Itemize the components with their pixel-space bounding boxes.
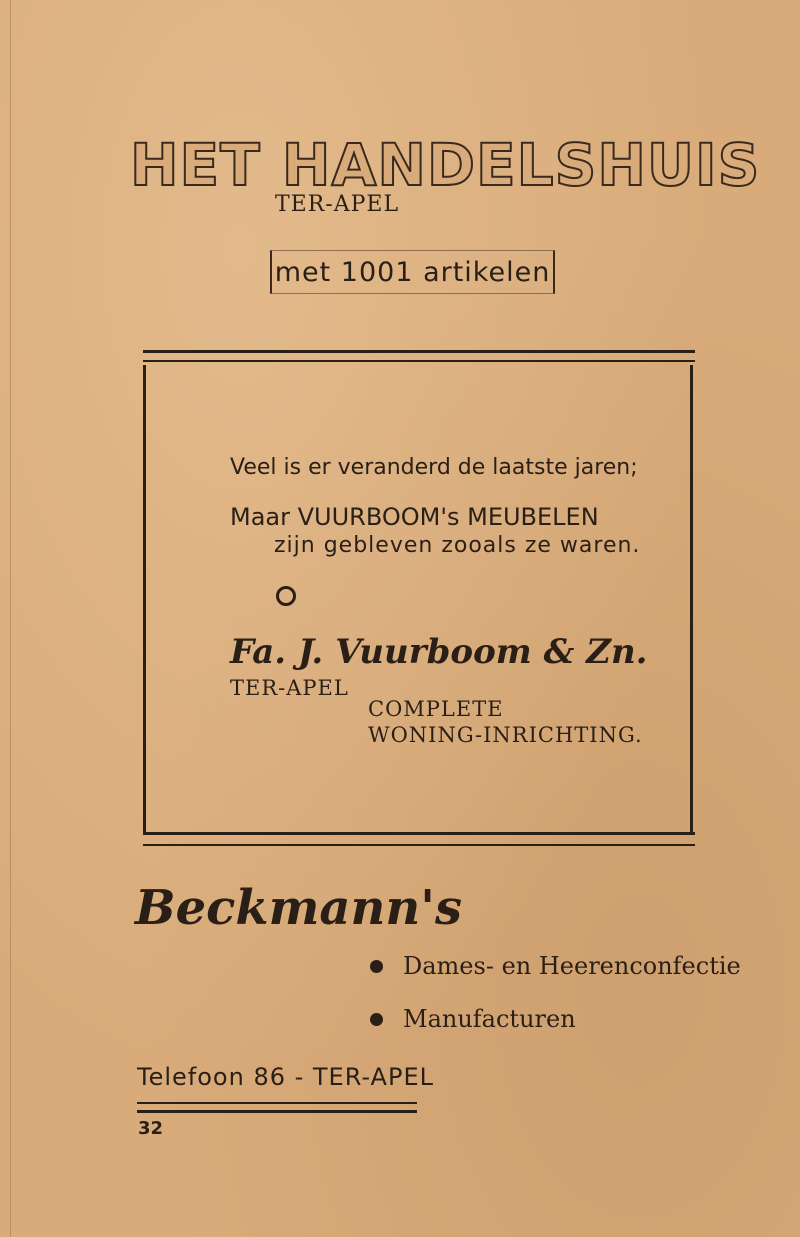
ad-bottom-rule-2 — [143, 844, 695, 846]
ad-top-rule-1 — [143, 350, 695, 353]
ad-line-3: zijn gebleven zooals ze waren. — [274, 533, 641, 558]
page-edge-line — [10, 0, 11, 1237]
beckmann-item-label: Manufacturen — [403, 1005, 576, 1033]
ad-bottom-rule-1 — [143, 832, 695, 835]
circle-ornament-icon — [276, 586, 296, 606]
ad-firm-name: Fa. J. Vuurboom & Zn. — [230, 632, 648, 672]
beckmann-item — [370, 1005, 576, 1033]
ad-box — [143, 365, 693, 832]
ad-service-line-2: WONING-INRICHTING. — [368, 723, 643, 747]
ad-top-rule-2 — [143, 360, 695, 362]
ad-city: TER-APEL — [230, 676, 349, 700]
bullet-icon — [370, 1013, 383, 1026]
ad-service-line-1: COMPLETE — [368, 697, 504, 721]
bullet-icon — [370, 960, 383, 973]
phone-underline-2 — [137, 1110, 417, 1113]
beckmann-item — [370, 952, 741, 980]
brand-city: TER-APEL — [275, 192, 400, 217]
tagline-box — [270, 250, 555, 294]
brand-title: HET HANDELSHUIS — [130, 131, 761, 199]
page-number: 32 — [138, 1118, 164, 1139]
beckmann-phone: Telefoon 86 - TER-APEL — [137, 1063, 434, 1091]
beckmann-item-label: Dames- en Heerenconfectie — [403, 952, 741, 980]
tagline-text: met 1001 artikelen — [274, 256, 551, 288]
beckmann-name: Beckmann's — [135, 880, 462, 936]
ad-line-1: Veel is er veranderd de laatste jaren; — [230, 455, 638, 480]
ad-line-2: Maar VUURBOOM's MEUBELEN — [230, 503, 599, 531]
phone-underline-1 — [137, 1102, 417, 1104]
